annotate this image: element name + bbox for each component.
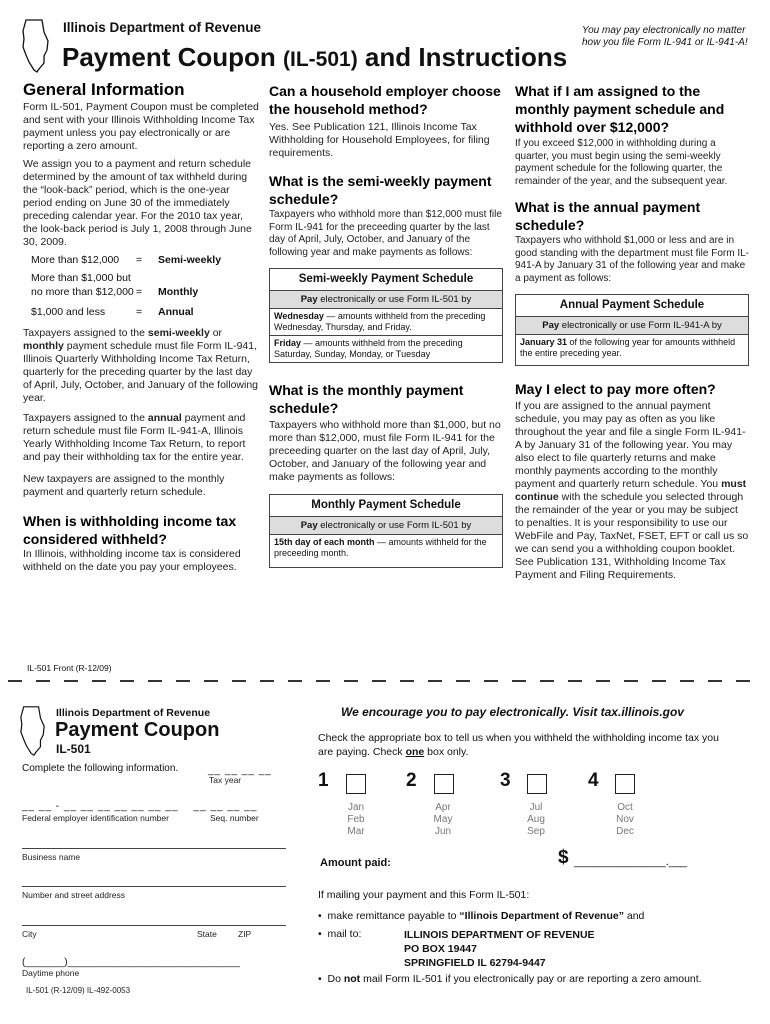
quarter-1-months: Jan Feb Mar (347, 802, 365, 837)
quarter-3-checkbox[interactable] (527, 774, 547, 794)
quarter-1-number: 1 (318, 770, 329, 791)
semiweekly-p: Taxpayers who withhold more than $12,000 must file Form IL-941 for the preceeding quarter by the last day of April, July, October, and January of the following year and make payments as follows: (269, 209, 502, 258)
quarter-3-number: 3 (500, 770, 511, 791)
quarter-2-checkbox[interactable] (434, 774, 454, 794)
general-heading: General Information (23, 80, 185, 99)
illinois-state-outline-icon (18, 704, 48, 758)
dollar-sign: $ (558, 847, 569, 868)
bullet-remittance: • make remittance payable to “Illinois Department of Revenue” and (318, 910, 645, 922)
bullet-mail-to: • mail to: (318, 928, 362, 940)
rate-row: More than $12,000 = Semi-weekly (31, 254, 222, 266)
filing-p3: Taxpayers assigned to the semi-weekly or monthly payment schedule must file Form IL-941, Illinois Quarterly Withholding Income Tax Return, quarterly for the preceding quarter by the last day of April, July, October, and January of the following year. (23, 327, 259, 404)
filing-p4: Taxpayers assigned to the annual payment and return schedule must file Form IL-941-A, Illinois Yearly Withholding Income Tax Return, to report and pay their withholding tax for the entire year. (23, 412, 246, 463)
street-field[interactable] (22, 886, 286, 887)
filing-p5: New taxpayers are assigned to the monthly payment and quarterly return schedule. (23, 473, 225, 498)
header-dept: Illinois Department of Revenue (63, 20, 262, 35)
tax-year-field[interactable]: __ __ __ __ (208, 765, 272, 776)
coupon-form: IL-501 (56, 742, 91, 756)
cut-line-dash (204, 680, 218, 682)
cut-line-dash (400, 680, 414, 682)
amount-paid-field[interactable]: _______________.___ (574, 856, 688, 868)
cut-line-dash (176, 680, 190, 682)
rate-table (23, 253, 260, 319)
annual-p: Taxpayers who withhold $1,000 or less and are in good standing with the department must file Form IL-941-A by January 31 of the following year and make a payment as follows: (515, 235, 750, 284)
city-field[interactable] (22, 925, 286, 926)
title-end: and Instructions (357, 42, 568, 72)
cut-line-dash (624, 680, 638, 682)
semiweekly-schedule-bar: Pay electronically or use Form IL-501 by (270, 290, 502, 309)
semiweekly-row-friday: Friday — amounts withheld from the preceding Saturday, Sunday, Monday, or Tuesday (270, 335, 502, 362)
quarter-1-checkbox[interactable] (346, 774, 366, 794)
mailing-text: If mailing your payment and this Form IL-501: (318, 889, 530, 901)
cut-line-dash (372, 680, 386, 682)
monthly-schedule-title: Monthly Payment Schedule (311, 499, 461, 511)
tax-year-label: Tax year (209, 775, 242, 785)
front-footer: IL-501 Front (R-12/09) (27, 663, 112, 673)
cut-line-dash (288, 680, 302, 682)
cut-line-dash (92, 680, 106, 682)
business-name-label: Business name (22, 852, 81, 862)
cut-line-dash (428, 680, 442, 682)
zip-label: ZIP (238, 929, 252, 939)
title-form: (IL-501) (283, 48, 358, 71)
annual-schedule-table (515, 294, 749, 366)
monthly-schedule-table (269, 494, 503, 568)
household-heading: Can a household employer choose the household method? (269, 83, 501, 117)
header-note: You may pay electronically no matter how you file Form IL-941 or IL-941-A! (582, 25, 748, 48)
coupon-form-number: IL-501 (R-12/09) IL-492-0053 (26, 986, 131, 995)
encourage-text: We encourage you to pay electronically. Visit tax.illinois.gov (341, 705, 684, 719)
monthly-p: Taxpayers who withhold more than $1,000, but no more than $12,000, must file Form IL-941 for the preceeding quarter on the last day of April, July, October, and January of the following year and make payments as follows: (269, 419, 501, 483)
page-title (62, 42, 567, 75)
illinois-state-outline-icon (20, 17, 52, 75)
cut-line-dash (148, 680, 162, 682)
exceed-p: If you exceed $12,000 in withholding during a quarter, you must begin using the semi-weekly payment schedule for the following quarter, the remainder of the year, and the subsequent year. (515, 138, 728, 187)
when-heading: When is withholding income tax considered withheld? (23, 513, 237, 547)
business-name-field[interactable] (22, 848, 286, 849)
phone-field[interactable]: (_______)_______________________________ (22, 957, 240, 968)
cut-line-dash (8, 680, 22, 682)
cut-line-dash (736, 680, 750, 682)
exceed-heading: What if I am assigned to the monthly payment schedule and withhold over $12,000? (515, 83, 725, 135)
cut-line-dash (316, 680, 330, 682)
annual-heading: What is the annual payment schedule? (515, 199, 701, 233)
cut-line-dash (652, 680, 666, 682)
annual-schedule-bar: Pay electronically or use Form IL-941-A by (516, 316, 748, 335)
cut-line-dash (260, 680, 274, 682)
rate-row: $1,000 and less = Annual (31, 306, 194, 318)
monthly-heading: What is the monthly payment schedule? (269, 382, 464, 416)
cut-line-dash (596, 680, 610, 682)
quarter-3-months: Jul Aug Sep (527, 802, 545, 837)
quarter-2-months: Apr May Jun (433, 802, 453, 837)
fein-label: Federal employer identification number (22, 813, 169, 823)
annual-schedule-title: Annual Payment Schedule (559, 299, 705, 311)
quarter-4-number: 4 (588, 770, 599, 791)
cut-line-dash (512, 680, 526, 682)
quarter-4-checkbox[interactable] (615, 774, 635, 794)
rate-row: no more than $12,000 = Monthly (31, 286, 199, 298)
cut-line-dash (680, 680, 694, 682)
street-label: Number and street address (22, 890, 125, 900)
check-instruction: Check the appropriate box to tell us when you withheld the withholding income tax you are paying. Check one box only. (318, 732, 719, 758)
cut-line-dash (456, 680, 470, 682)
semiweekly-schedule-table (269, 268, 503, 363)
annual-row: January 31 of the following year for amounts withheld the entire preceding year. (520, 337, 736, 358)
cut-line-dash (120, 680, 134, 682)
phone-label: Daytime phone (22, 968, 80, 978)
cut-line-dash (36, 680, 50, 682)
coupon-instruct: Complete the following information. (22, 763, 179, 774)
title-main: Payment Coupon (62, 42, 284, 72)
cut-line-dash (232, 680, 246, 682)
general-p2: We assign you to a payment and return schedule determined by the amount of tax withheld during the “look-back” period, which is the one-year period ending on June 30 of the immediately preceding calendar year. For the 2010 tax year, the look-back period is July 1, 2008 through June 30, 2009. (23, 158, 252, 248)
household-p: Yes. See Publication 121, Illinois Income Tax Withholding for Household Employees, for filing requirements. (269, 121, 490, 159)
pay-often-p: If you are assigned to the annual payment schedule, you may pay as often as you like throughout the year and file a single Form IL-941-A by January 31 of the following year. You may also elect to file quarterly returns and make monthly payments according to the monthly payment and quarterly return schedule. You must continue with the schedule you selected through the remainder of the year or you may be subject to penalties. It is your responsibility to use our WebFile and Pay, TaxNet, FSET, EFT or call us so we can send you a withholding coupon booklet. See Publication 131, Withholding Income Tax Payment and Filing Requirements. (515, 400, 749, 581)
semiweekly-row-wednesday: Wednesday — amounts withheld from the preceding Wednesday, Thursday, and Friday. (274, 311, 486, 332)
cut-line-dash (484, 680, 498, 682)
amount-paid-label: Amount paid: (320, 857, 391, 869)
coupon-title: Payment Coupon (55, 719, 220, 741)
seq-label: Seq. number (210, 813, 259, 823)
quarter-2-number: 2 (406, 770, 417, 791)
cut-line (0, 680, 770, 684)
when-p: In Illinois, withholding income tax is considered withheld on the date you pay your employees. (23, 548, 241, 573)
general-p1: Form IL-501, Payment Coupon must be completed and sent with your Illinois Withholding Income Tax payment unless you pay electronically or are reporting a zero amount. (23, 101, 259, 152)
cut-line-dash (64, 680, 78, 682)
state-label: State (197, 929, 217, 939)
cut-line-dash (708, 680, 722, 682)
cut-line-dash (344, 680, 358, 682)
quarter-4-months: Oct Nov Dec (616, 802, 634, 837)
semiweekly-heading: What is the semi-weekly payment schedule? (269, 173, 492, 207)
cut-line-dash (540, 680, 554, 682)
mailing-address: ILLINOIS DEPARTMENT OF REVENUE PO BOX 19447 SPRINGFIELD IL 62794-9447 (404, 929, 595, 969)
pay-often-heading: May I elect to pay more often? (515, 381, 716, 397)
city-label: City (22, 929, 37, 939)
monthly-schedule-bar: Pay electronically or use Form IL-501 by (270, 516, 502, 535)
semiweekly-schedule-title: Semi-weekly Payment Schedule (298, 273, 474, 285)
coupon-dept: Illinois Department of Revenue (56, 707, 211, 719)
bullet-do-not-mail: • Do not mail Form IL-501 if you electronically pay or are reporting a zero amount. (318, 973, 702, 985)
monthly-row: 15th day of each month — amounts withheld for the preceeding month. (274, 537, 487, 558)
cut-line-dash (568, 680, 582, 682)
fein-field[interactable]: __ __ - __ __ __ __ __ __ __ __ __ __ __ (22, 801, 258, 812)
rate-row: More than $1,000 but (31, 272, 131, 284)
